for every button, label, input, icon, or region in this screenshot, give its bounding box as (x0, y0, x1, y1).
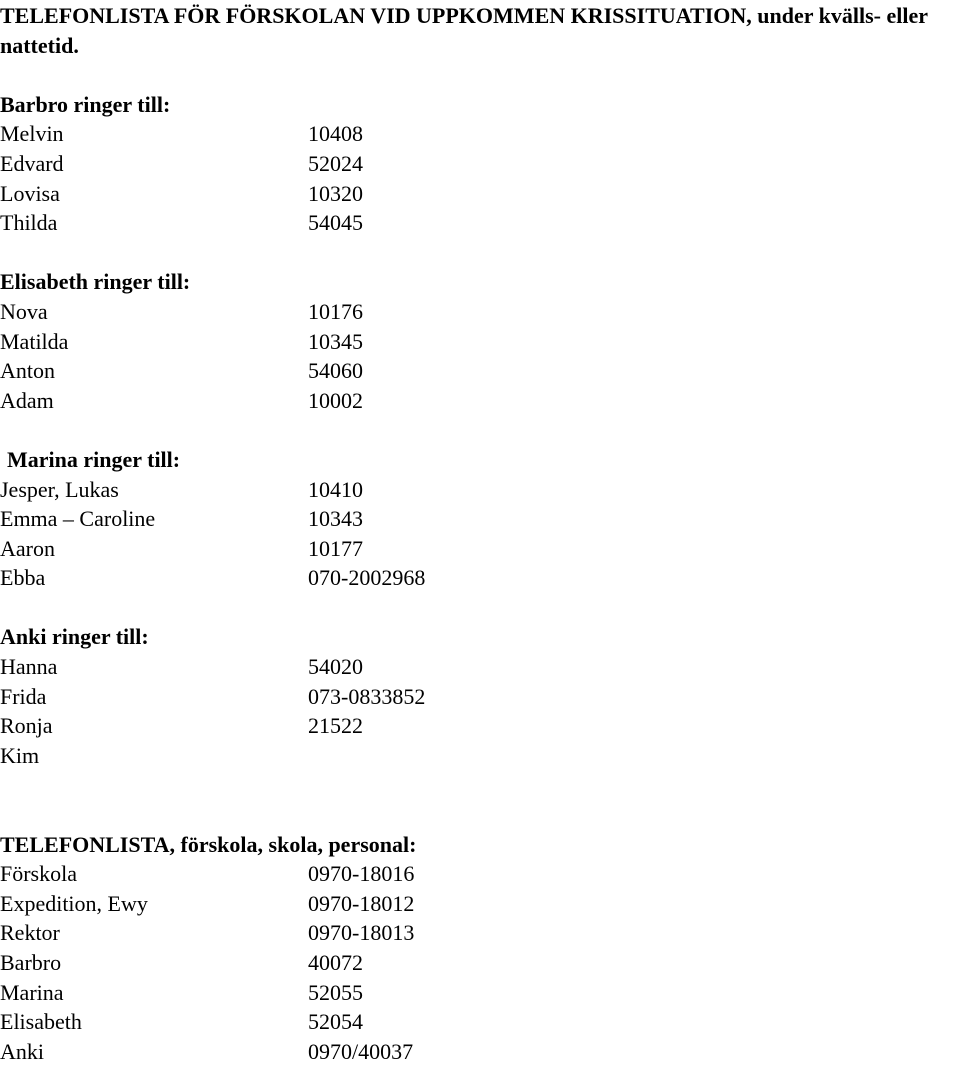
list-item (0, 534, 960, 564)
phone-number: 40072 (308, 950, 363, 975)
contact-name: Jesper, Lukas (0, 476, 119, 502)
contact-name: Emma – Caroline (0, 506, 156, 532)
phone-number: 073-0833852 (308, 683, 426, 709)
contact-name: Expedition, Ewy (0, 890, 148, 916)
phone-number: 10343 (308, 506, 363, 532)
list-item (0, 652, 960, 682)
section-heading: Elisabeth ringer till: (0, 269, 191, 295)
list-item (0, 918, 960, 948)
section-heading: TELEFONLISTA, förskola, skola, personal: (0, 831, 417, 857)
contact-name: Lovisa (0, 180, 60, 206)
phone-number: 10002 (308, 387, 363, 413)
list-item (0, 859, 960, 889)
section-heading: Barbro ringer till: (0, 91, 171, 117)
list-item (0, 1037, 960, 1066)
section-elisabeth (0, 267, 960, 415)
list-item (0, 179, 960, 209)
document-title: TELEFONLISTA FÖR FÖRSKOLAN VID UPPKOMMEN KRISSITUATION, under kvälls- eller nattetid. (0, 3, 928, 58)
contact-name: Thilda (0, 210, 58, 236)
list-item (0, 741, 960, 771)
contact-name: Ebba (0, 565, 46, 591)
contact-name: Marina (0, 979, 64, 1005)
contact-name: Anki (0, 1038, 44, 1064)
section-barbro (0, 90, 960, 238)
list-item (0, 119, 960, 149)
spacer (0, 60, 960, 90)
section-telefonlista-personal (0, 830, 960, 1066)
contact-name: Nova (0, 298, 48, 324)
phone-number: 10177 (308, 535, 363, 561)
phone-number: 54060 (308, 358, 363, 384)
phone-number: 0970/40037 (308, 1038, 414, 1064)
contact-name: Barbro (0, 950, 62, 975)
phone-number: 0970-18012 (308, 890, 415, 916)
list-item (0, 149, 960, 179)
phone-number: 54045 (308, 210, 363, 236)
contact-name: Rektor (0, 920, 60, 946)
list-item (0, 504, 960, 534)
phone-number: 21522 (308, 713, 363, 739)
list-item (0, 711, 960, 741)
list-item (0, 978, 960, 1008)
section-marina (0, 445, 960, 593)
phone-number: 52024 (308, 150, 363, 176)
phone-number: 54020 (308, 654, 363, 680)
contact-name: Adam (0, 387, 54, 413)
contact-name: Melvin (0, 121, 64, 147)
phone-number: 10410 (308, 476, 363, 502)
phone-number: 10176 (308, 298, 363, 324)
spacer (0, 238, 960, 268)
section-anki (0, 622, 960, 770)
contact-name: Elisabeth (0, 1009, 82, 1035)
spacer (0, 770, 960, 829)
spacer (0, 593, 960, 623)
phone-number: 0970-18013 (308, 920, 415, 946)
list-item (0, 889, 960, 919)
phone-number: 10408 (308, 121, 363, 147)
list-item (0, 1007, 960, 1037)
list-item (0, 563, 960, 593)
phone-number: 52055 (308, 979, 363, 1005)
list-item (0, 475, 960, 505)
contact-name: Hanna (0, 654, 58, 680)
list-item (0, 356, 960, 386)
phone-number: 0970-18016 (308, 861, 415, 887)
list-item (0, 386, 960, 416)
contact-name: Kim (0, 742, 40, 768)
contact-name: Frida (0, 683, 47, 709)
phone-number: 10345 (308, 328, 363, 354)
phone-number: 10320 (308, 180, 363, 206)
phone-number: 52054 (308, 1009, 363, 1035)
list-item (0, 327, 960, 357)
section-heading: Anki ringer till: (0, 624, 149, 650)
contact-name: Edvard (0, 150, 64, 176)
list-item (0, 682, 960, 712)
contact-name: Matilda (0, 328, 69, 354)
list-item (0, 948, 960, 978)
section-heading: Marina ringer till: (7, 446, 181, 472)
list-item (0, 297, 960, 327)
contact-name: Förskola (0, 861, 77, 887)
contact-name: Anton (0, 358, 55, 384)
contact-name: Aaron (0, 535, 55, 561)
list-item (0, 208, 960, 238)
contact-name: Ronja (0, 713, 53, 739)
phone-number: 070-2002968 (308, 565, 426, 591)
spacer (0, 415, 960, 445)
